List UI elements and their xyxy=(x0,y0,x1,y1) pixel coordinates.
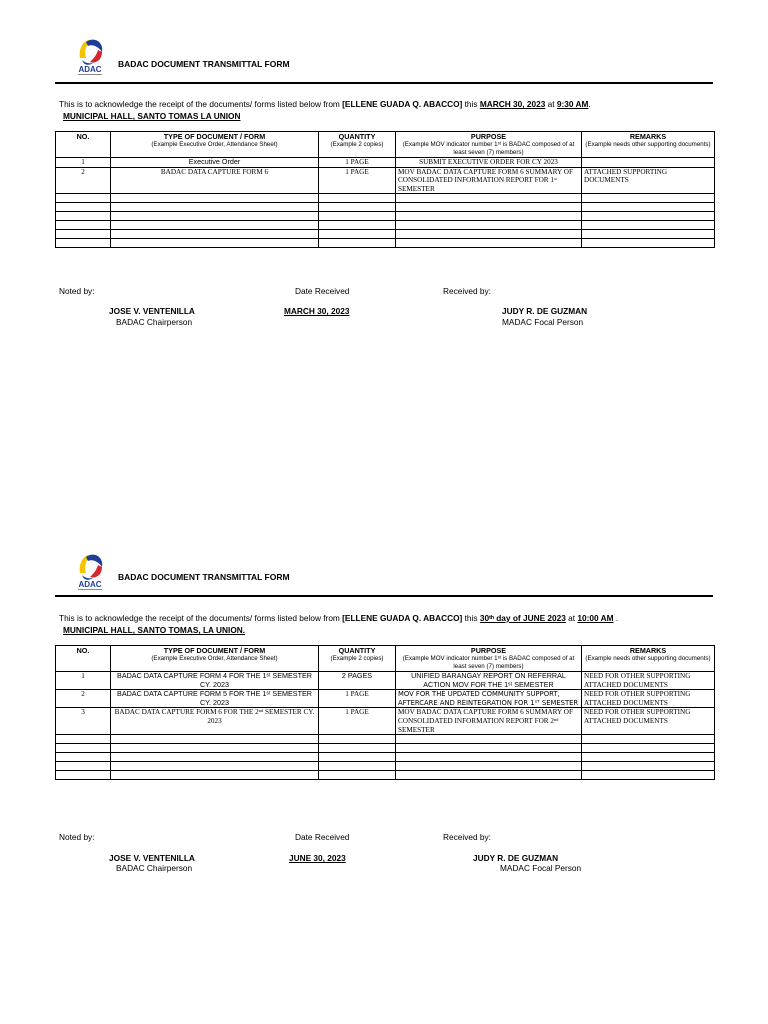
badac-logo-icon xyxy=(72,551,108,593)
receipt-place: MUNICIPAL HALL, SANTO TOMAS LA UNION xyxy=(63,111,241,121)
form-title: BADAC DOCUMENT TRANSMITTAL FORM xyxy=(118,572,290,582)
header-purpose: PURPOSE (Example MOV indicator number 1ˢᵗ is BADAC composed of at least seven (7) members) xyxy=(396,132,582,158)
receipt-date: 30ᵗʰ day of JUNE 2023 xyxy=(479,613,566,623)
empty-row xyxy=(56,194,715,203)
header-quantity: QUANTITY (Example 2 copies) xyxy=(319,132,396,158)
row-remarks: ATTACHED SUPPORTING DOCUMENTS xyxy=(584,167,668,185)
intro-prefix: This is to acknowledge the receipt of the documents/ forms listed below from xyxy=(59,613,343,623)
row-purpose: SUBMIT EXECUTIVE ORDER FOR CY 2023 xyxy=(419,158,558,166)
header-remarks: REMARKS (Example needs other supporting documents) xyxy=(582,132,715,158)
empty-row xyxy=(56,753,715,762)
acknowledgement-text xyxy=(59,612,709,636)
empty-row xyxy=(56,230,715,239)
received-by-name: JUDY R. DE GUZMAN xyxy=(473,853,559,863)
row-type: BADAC DATA CAPTURE FORM 6 FOR THE 2ⁿᵈ SEMESTER CY. 2023 xyxy=(114,708,315,725)
receipt-time: 9:30 AM xyxy=(556,99,589,109)
row-purpose: MOV FOR THE UPDATED COMMUNITY SUPPORT, AFTERCARE AND REINTEGRATION FOR 1ˢᵀ SEMESTER xyxy=(398,690,579,707)
header-purpose: PURPOSE (Example MOV indicator number 1ˢᵗ is BADAC composed of at least seven (7) members) xyxy=(396,646,582,672)
table-row xyxy=(56,167,715,194)
header-remarks: REMARKS (Example needs other supporting documents) xyxy=(582,646,715,672)
receipt-time: 10:00 AM xyxy=(577,613,614,623)
received-by-title: MADAC Focal Person xyxy=(502,317,584,327)
row-quantity: 2 PAGES xyxy=(341,671,373,680)
from-name: [ELLENE GUADA Q. ABACCO] xyxy=(342,99,463,109)
table-row xyxy=(56,690,715,708)
empty-row xyxy=(56,771,715,780)
noted-by-title: BADAC Chairperson xyxy=(116,317,193,327)
table-header-row xyxy=(56,132,715,158)
badac-logo-icon xyxy=(72,36,108,78)
row-no: 2 xyxy=(81,167,85,176)
row-no: 1 xyxy=(81,672,85,680)
receipt-date: MARCH 30, 2023 xyxy=(479,99,546,109)
header-no: NO. xyxy=(56,646,111,672)
row-quantity: 1 PAGE xyxy=(345,690,369,699)
noted-by-name: JOSE V. VENTENILLA xyxy=(109,306,195,316)
empty-row xyxy=(56,221,715,230)
received-date: MARCH 30, 2023 xyxy=(284,306,350,316)
received-by-label: Received by: xyxy=(443,832,491,842)
intro-this: this xyxy=(462,99,480,109)
received-by-title: MADAC Focal Person xyxy=(500,863,582,873)
row-quantity: 1 PAGE xyxy=(345,708,369,717)
row-type: BADAC DATA CAPTURE FORM 4 FOR THE 1ˢᵗ SEMESTER CY. 2023 xyxy=(117,671,312,689)
noted-by-label: Noted by: xyxy=(59,832,95,842)
empty-row xyxy=(56,735,715,744)
noted-by-name: JOSE V. VENTENILLA xyxy=(109,853,195,863)
header-no: NO. xyxy=(56,132,111,158)
date-received-label: Date Received xyxy=(295,832,350,842)
row-no: 1 xyxy=(81,158,85,166)
intro-at: at xyxy=(565,613,578,623)
header-quantity: QUANTITY (Example 2 copies) xyxy=(319,646,396,672)
row-quantity: 1 PAGE xyxy=(345,158,369,166)
row-no: 3 xyxy=(81,708,85,717)
received-by-name: JUDY R. DE GUZMAN xyxy=(502,306,588,316)
row-quantity: 1 PAGE xyxy=(345,167,369,176)
row-remarks: NEED FOR OTHER SUPPORTING ATTACHED DOCUMENTS xyxy=(584,672,691,689)
row-purpose: MOV BADAC DATA CAPTURE FORM 6 SUMMARY OF CONSOLIDATED INFORMATION REPORT FOR 1ˢᵗ SEMESTER xyxy=(398,167,573,193)
intro-sep: . xyxy=(613,613,619,623)
empty-row xyxy=(56,203,715,212)
intro-at: at xyxy=(545,99,557,109)
header-type: TYPE OF DOCUMENT / FORM (Example Executive Order, Attendance Sheet) xyxy=(111,646,319,672)
table-row xyxy=(56,708,715,735)
row-purpose: UNIFIED BARANGAY REPORT ON REFERRAL ACTION MOV FOR THE 1ˢᵗ SEMESTER xyxy=(411,671,566,689)
table-header-row xyxy=(56,646,715,672)
logo-text: ADAC xyxy=(78,65,102,74)
empty-row xyxy=(56,212,715,221)
from-name: [ELLENE GUADA Q. ABACCO] xyxy=(342,613,463,623)
noted-by-label: Noted by: xyxy=(59,286,95,296)
documents-table xyxy=(55,645,715,780)
table-row xyxy=(56,672,715,690)
logo-text: ADAC xyxy=(78,580,102,589)
noted-by-title: BADAC Chairperson xyxy=(116,863,193,873)
acknowledgement-text xyxy=(59,98,709,122)
table-row xyxy=(56,158,715,168)
row-type: BADAC DATA CAPTURE FORM 5 FOR THE 1ˢᵗ SEMESTER CY. 2023 xyxy=(117,689,312,707)
received-date: JUNE 30, 2023 xyxy=(289,853,346,863)
empty-row xyxy=(56,744,715,753)
row-no: 2 xyxy=(81,690,85,699)
header-type: TYPE OF DOCUMENT / FORM (Example Executive Order, Attendance Sheet) xyxy=(111,132,319,158)
date-received-label: Date Received xyxy=(295,286,350,296)
empty-row xyxy=(56,239,715,248)
row-remarks: NEED FOR OTHER SUPPORTING ATTACHED DOCUMENTS xyxy=(584,708,691,725)
row-purpose: MOV BADAC DATA CAPTURE FORM 6 SUMMARY OF CONSOLIDATED INFORMATION REPORT FOR 2ⁿᵈ SEMESTER xyxy=(398,708,573,734)
empty-row xyxy=(56,762,715,771)
intro-prefix: This is to acknowledge the receipt of the documents/ forms listed below from xyxy=(59,99,343,109)
receipt-place: MUNICIPAL HALL, SANTO TOMAS, LA UNION. xyxy=(63,625,246,635)
received-by-label: Received by: xyxy=(443,286,491,296)
divider xyxy=(55,595,713,597)
documents-table xyxy=(55,131,715,248)
intro-sep: . xyxy=(588,99,591,109)
divider xyxy=(55,82,713,84)
intro-this: this xyxy=(462,613,480,623)
row-type: BADAC DATA CAPTURE FORM 6 xyxy=(160,167,269,176)
row-type: Executive Order xyxy=(188,157,241,166)
row-remarks: NEED FOR OTHER SUPPORTING ATTACHED DOCUMENTS xyxy=(584,690,691,707)
form-title: BADAC DOCUMENT TRANSMITTAL FORM xyxy=(118,59,290,69)
